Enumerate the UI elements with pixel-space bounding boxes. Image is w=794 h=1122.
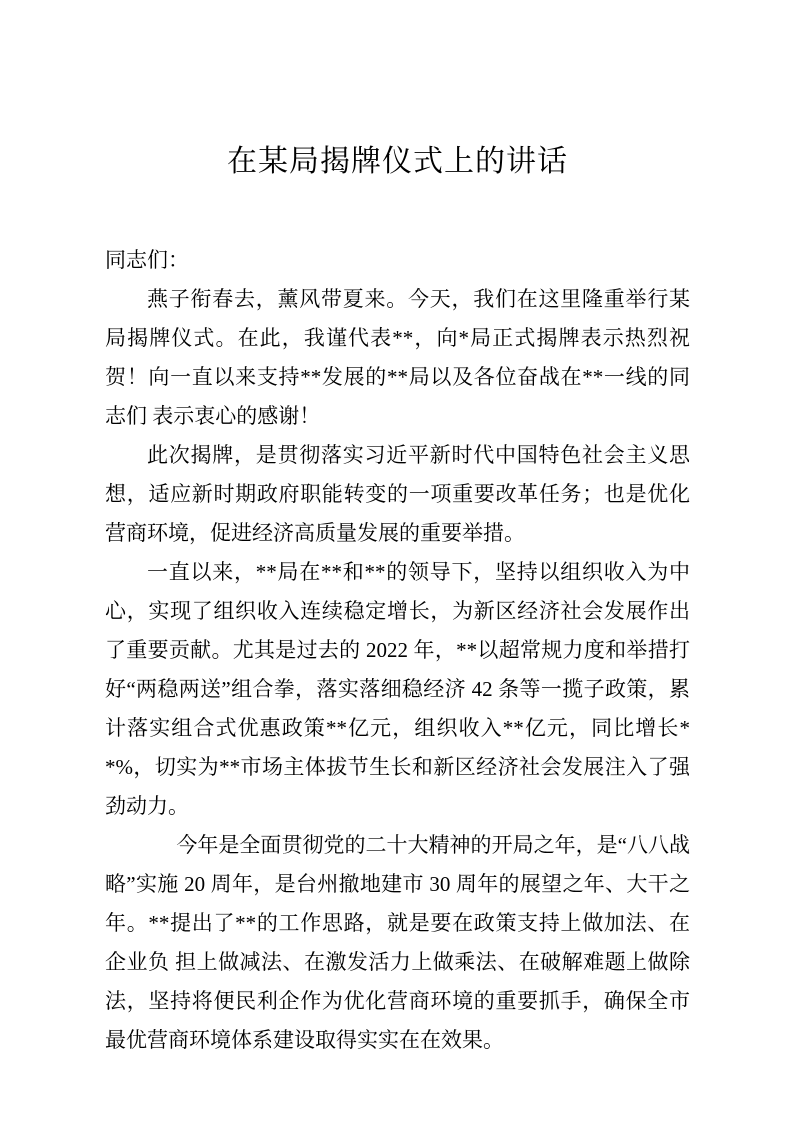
body-paragraph: 一直以来，**局在**和**的领导下，坚持以组织收入为中心，实现了组织收入连续稳定增长，为新区经济社会发展作出了重要贡献。尤其是过去的 2022 年，**以超常规力度和举措打好“两稳两送”组合拳，落实落细稳经济 42 条等一揽子政策，累计落实组合式优惠政策**亿元，组织收入**亿元，同比增长**%，切实为**市场主体拔节生长和新区经济社会发展注入了强劲动力。 — [105, 560, 690, 818]
body-paragraph: 此次揭牌，是贯彻落实习近平新时代中国特色社会主义思 想，适应新时期政府职能转变的一项重要改革任务；也是优化营商环境，促进经济高质量发展的重要举措。 — [105, 443, 690, 545]
salutation: 同志们： — [105, 248, 189, 272]
document-title: 在某局揭牌仪式上的讲话 — [227, 145, 568, 178]
document-body — [105, 280, 690, 1060]
body-paragraph: 今年是全面贯彻党的二十大精神的开局之年，是“八八战略”实施 20 周年，是台州撤地建市 30 周年的展望之年、大干之年。**提出了**的工作思路，就是要在政策支持上做加法、在企业负 担上做减法、在激发活力上做乘法、在破解难题上做除法，坚持将便民利企作为优化营商环境的重要抓手，确保全市最优营商环境体系建设取得实实在在效果。 — [105, 833, 690, 1052]
body-paragraph: 燕子衔春去，薰风带夏来。今天，我们在这里隆重举行某局揭牌仪式。在此，我谨代表**，向*局正式揭牌表示热烈祝贺！向一直以来支持**发展的**局以及各位奋战在**一线的同志们 表示衷心的感谢！ — [105, 287, 690, 428]
